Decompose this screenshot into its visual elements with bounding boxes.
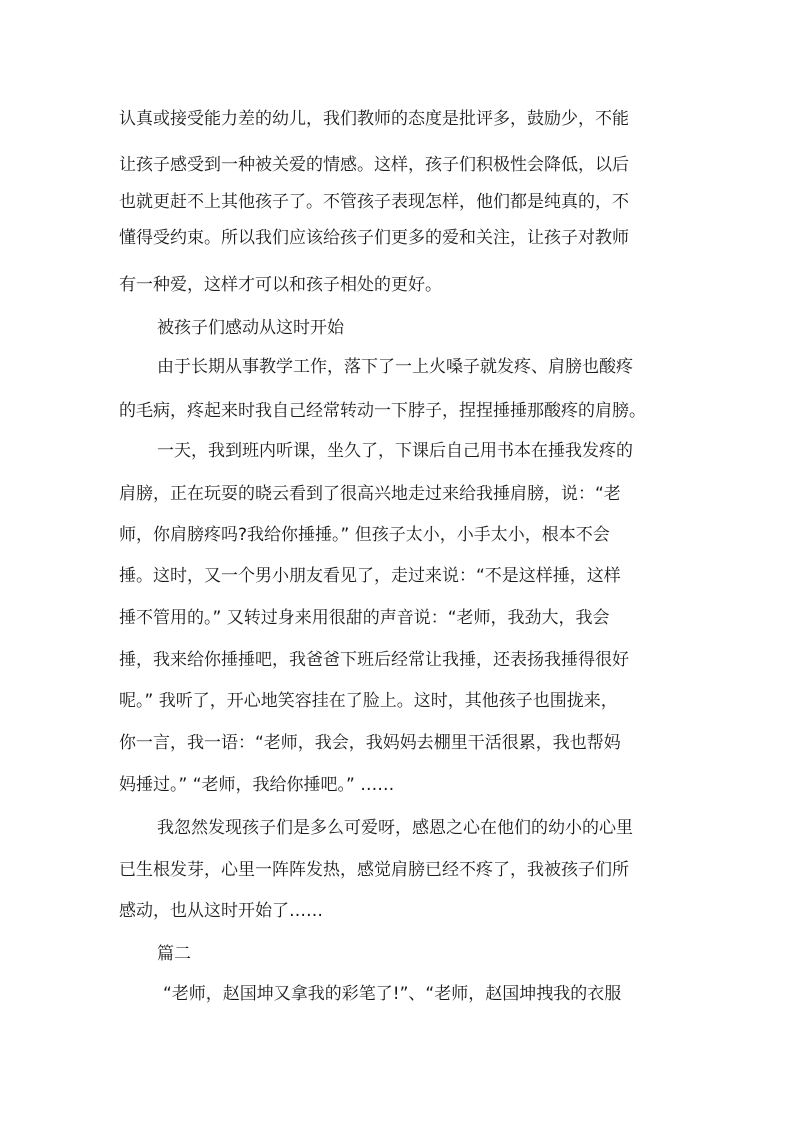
paragraph-line: 认真或接受能力差的幼儿，我们教师的态度是批评多，鼓励少，不能	[119, 109, 629, 129]
paragraph-line: 让孩子感受到一种被关爱的情感。这样，孩子们积极性会降低，以后	[119, 155, 629, 175]
paragraph-line: 我忽然发现孩子们是多么可爱呀，感恩之心在他们的幼小的心里	[157, 818, 633, 838]
paragraph-line: 你一言，我一语：“老师，我会，我妈妈去棚里干活很累，我也帮妈	[119, 733, 621, 753]
paragraph-line: 有一种爱，这样才可以和孩子相处的更好。	[119, 275, 442, 295]
section-heading: 篇二	[157, 944, 191, 964]
paragraph-line: 妈捶过。” “老师，我给你捶吧。” ……	[119, 775, 395, 795]
section-heading: 被孩子们感动从这时开始	[157, 318, 344, 338]
paragraph-line: 捶，我来给你捶捶吧，我爸爸下班后经常让我捶，还表扬我捶得很好	[119, 650, 629, 670]
paragraph-line: 也就更赶不上其他孩子了。不管孩子表现怎样，他们都是纯真的，不	[119, 192, 629, 212]
paragraph-line: 肩膀，正在玩耍的晓云看到了很高兴地走过来给我捶肩膀，说：“老	[119, 484, 621, 504]
paragraph-line: 已生根发芽，心里一阵阵发热，感觉肩膀已经不疼了，我被孩子们所	[119, 860, 629, 880]
paragraph-line: “老师，赵国坤又拿我的彩笔了!”、“老师，赵国坤拽我的衣服	[163, 984, 622, 1004]
paragraph-line: 感动，也从这时开始了……	[119, 901, 323, 921]
paragraph-line: 捶不管用的。” 又转过身来用很甜的声音说：“老师，我劲大，我会	[119, 608, 610, 628]
paragraph-line: 师，你肩膀疼吗?我给你捶捶。” 但孩子太小，小手太小，根本不会	[119, 525, 610, 545]
paragraph-line: 呢。” 我听了，开心地笑容挂在了脸上。这时，其他孩子也围拢来，	[119, 691, 618, 711]
paragraph-line: 懂得受约束。所以我们应该给孩子们更多的爱和关注，让孩子对教师	[119, 228, 629, 248]
paragraph-line: 一天，我到班内听课，坐久了，下课后自己用书本在捶我发疼的	[157, 441, 633, 461]
paragraph-line: 捶。这时，又一个男小朋友看见了，走过来说：“不是这样捶，这样	[119, 566, 621, 586]
paragraph-line: 由于长期从事教学工作，落下了一上火嗓子就发疼、肩膀也酸疼	[157, 357, 633, 377]
paragraph-line: 的毛病，疼起来时我自己经常转动一下脖子，捏捏捶捶那酸疼的肩膀。	[119, 401, 646, 421]
